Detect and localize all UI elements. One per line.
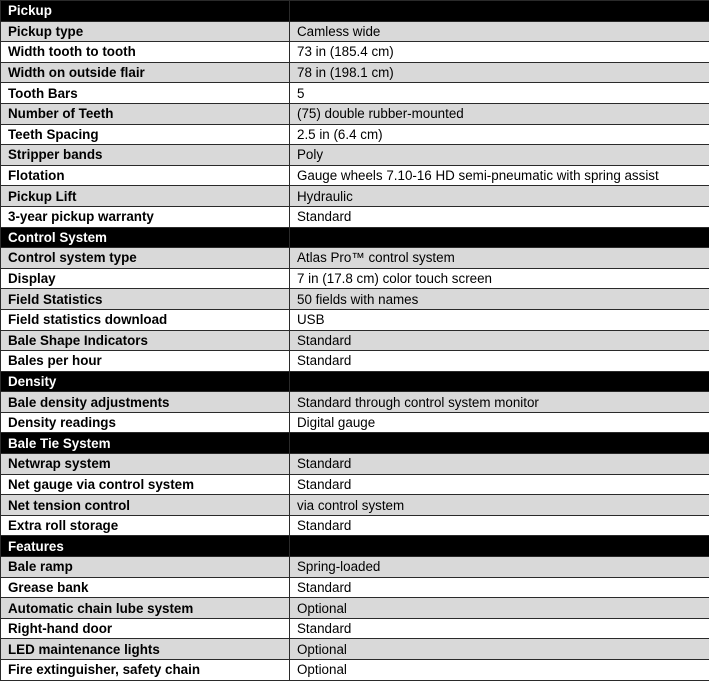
spec-value: Optional xyxy=(290,598,709,619)
spec-value: Camless wide xyxy=(290,21,709,42)
table-row xyxy=(1,83,709,104)
table-row xyxy=(1,145,709,166)
spec-table-body xyxy=(1,1,709,681)
section-header-bale-tie-system xyxy=(1,433,709,454)
table-row xyxy=(1,598,709,619)
table-row xyxy=(1,515,709,536)
spec-label: Density readings xyxy=(1,412,290,433)
table-row xyxy=(1,206,709,227)
table-row xyxy=(1,639,709,660)
spec-label: Flotation xyxy=(1,165,290,186)
spec-label: Number of Teeth xyxy=(1,103,290,124)
table-row xyxy=(1,454,709,475)
spec-label: Right-hand door xyxy=(1,618,290,639)
spec-label: Width tooth to tooth xyxy=(1,42,290,63)
spec-value: Optional xyxy=(290,660,709,681)
spec-label: Bale density adjustments xyxy=(1,392,290,413)
spec-label: Grease bank xyxy=(1,577,290,598)
section-header-features xyxy=(1,536,709,557)
spec-value: Standard xyxy=(290,515,709,536)
section-title: Bale Tie System xyxy=(1,433,290,454)
spec-label: Net gauge via control system xyxy=(1,474,290,495)
table-row xyxy=(1,412,709,433)
table-row xyxy=(1,268,709,289)
spec-value: USB xyxy=(290,309,709,330)
spec-label: Stripper bands xyxy=(1,145,290,166)
table-row xyxy=(1,474,709,495)
spec-value: Standard xyxy=(290,474,709,495)
spec-label: Tooth Bars xyxy=(1,83,290,104)
spec-label: 3-year pickup warranty xyxy=(1,206,290,227)
spec-value: Gauge wheels 7.10-16 HD semi-pneumatic with spring assist xyxy=(290,165,709,186)
section-header-control-system xyxy=(1,227,709,248)
table-row xyxy=(1,577,709,598)
table-row xyxy=(1,289,709,310)
section-title: Control System xyxy=(1,227,290,248)
spec-value: Standard xyxy=(290,618,709,639)
spec-value: Standard xyxy=(290,454,709,475)
spec-value: Standard through control system monitor xyxy=(290,392,709,413)
table-row xyxy=(1,618,709,639)
table-row xyxy=(1,495,709,516)
table-row xyxy=(1,165,709,186)
spec-value: Poly xyxy=(290,145,709,166)
spec-value: Standard xyxy=(290,206,709,227)
spec-value: (75) double rubber-mounted xyxy=(290,103,709,124)
spec-label: Display xyxy=(1,268,290,289)
spec-value: 73 in (185.4 cm) xyxy=(290,42,709,63)
table-row xyxy=(1,330,709,351)
section-header-empty-cell xyxy=(290,1,709,22)
table-row xyxy=(1,124,709,145)
spec-label: Field statistics download xyxy=(1,309,290,330)
spec-value: Atlas Pro™ control system xyxy=(290,248,709,269)
spec-label: Control system type xyxy=(1,248,290,269)
table-row xyxy=(1,557,709,578)
spec-label: Width on outside flair xyxy=(1,62,290,83)
spec-label: Pickup Lift xyxy=(1,186,290,207)
section-header-empty-cell xyxy=(290,371,709,392)
spec-value: Optional xyxy=(290,639,709,660)
section-title: Features xyxy=(1,536,290,557)
section-header-empty-cell xyxy=(290,227,709,248)
table-row xyxy=(1,309,709,330)
table-row xyxy=(1,103,709,124)
table-row xyxy=(1,186,709,207)
table-row xyxy=(1,660,709,681)
table-row xyxy=(1,351,709,372)
section-header-density xyxy=(1,371,709,392)
table-row xyxy=(1,248,709,269)
table-row xyxy=(1,62,709,83)
spec-value: Hydraulic xyxy=(290,186,709,207)
spec-label: Bales per hour xyxy=(1,351,290,372)
table-row xyxy=(1,42,709,63)
spec-label: Automatic chain lube system xyxy=(1,598,290,619)
spec-label: LED maintenance lights xyxy=(1,639,290,660)
table-row xyxy=(1,392,709,413)
spec-value: 5 xyxy=(290,83,709,104)
section-title: Pickup xyxy=(1,1,290,22)
spec-label: Bale Shape Indicators xyxy=(1,330,290,351)
spec-value: Standard xyxy=(290,351,709,372)
table-row xyxy=(1,21,709,42)
spec-value: via control system xyxy=(290,495,709,516)
spec-value: 78 in (198.1 cm) xyxy=(290,62,709,83)
spec-label: Fire extinguisher, safety chain xyxy=(1,660,290,681)
section-header-empty-cell xyxy=(290,433,709,454)
spec-label: Bale ramp xyxy=(1,557,290,578)
spec-label: Field Statistics xyxy=(1,289,290,310)
spec-value: Standard xyxy=(290,577,709,598)
section-header-empty-cell xyxy=(290,536,709,557)
spec-value: Standard xyxy=(290,330,709,351)
section-header-pickup xyxy=(1,1,709,22)
spec-label: Teeth Spacing xyxy=(1,124,290,145)
spec-value: Digital gauge xyxy=(290,412,709,433)
section-title: Density xyxy=(1,371,290,392)
spec-value: Spring-loaded xyxy=(290,557,709,578)
spec-label: Net tension control xyxy=(1,495,290,516)
spec-value: 2.5 in (6.4 cm) xyxy=(290,124,709,145)
spec-label: Extra roll storage xyxy=(1,515,290,536)
spec-value: 50 fields with names xyxy=(290,289,709,310)
spec-value: 7 in (17.8 cm) color touch screen xyxy=(290,268,709,289)
spec-label: Pickup type xyxy=(1,21,290,42)
spec-label: Netwrap system xyxy=(1,454,290,475)
